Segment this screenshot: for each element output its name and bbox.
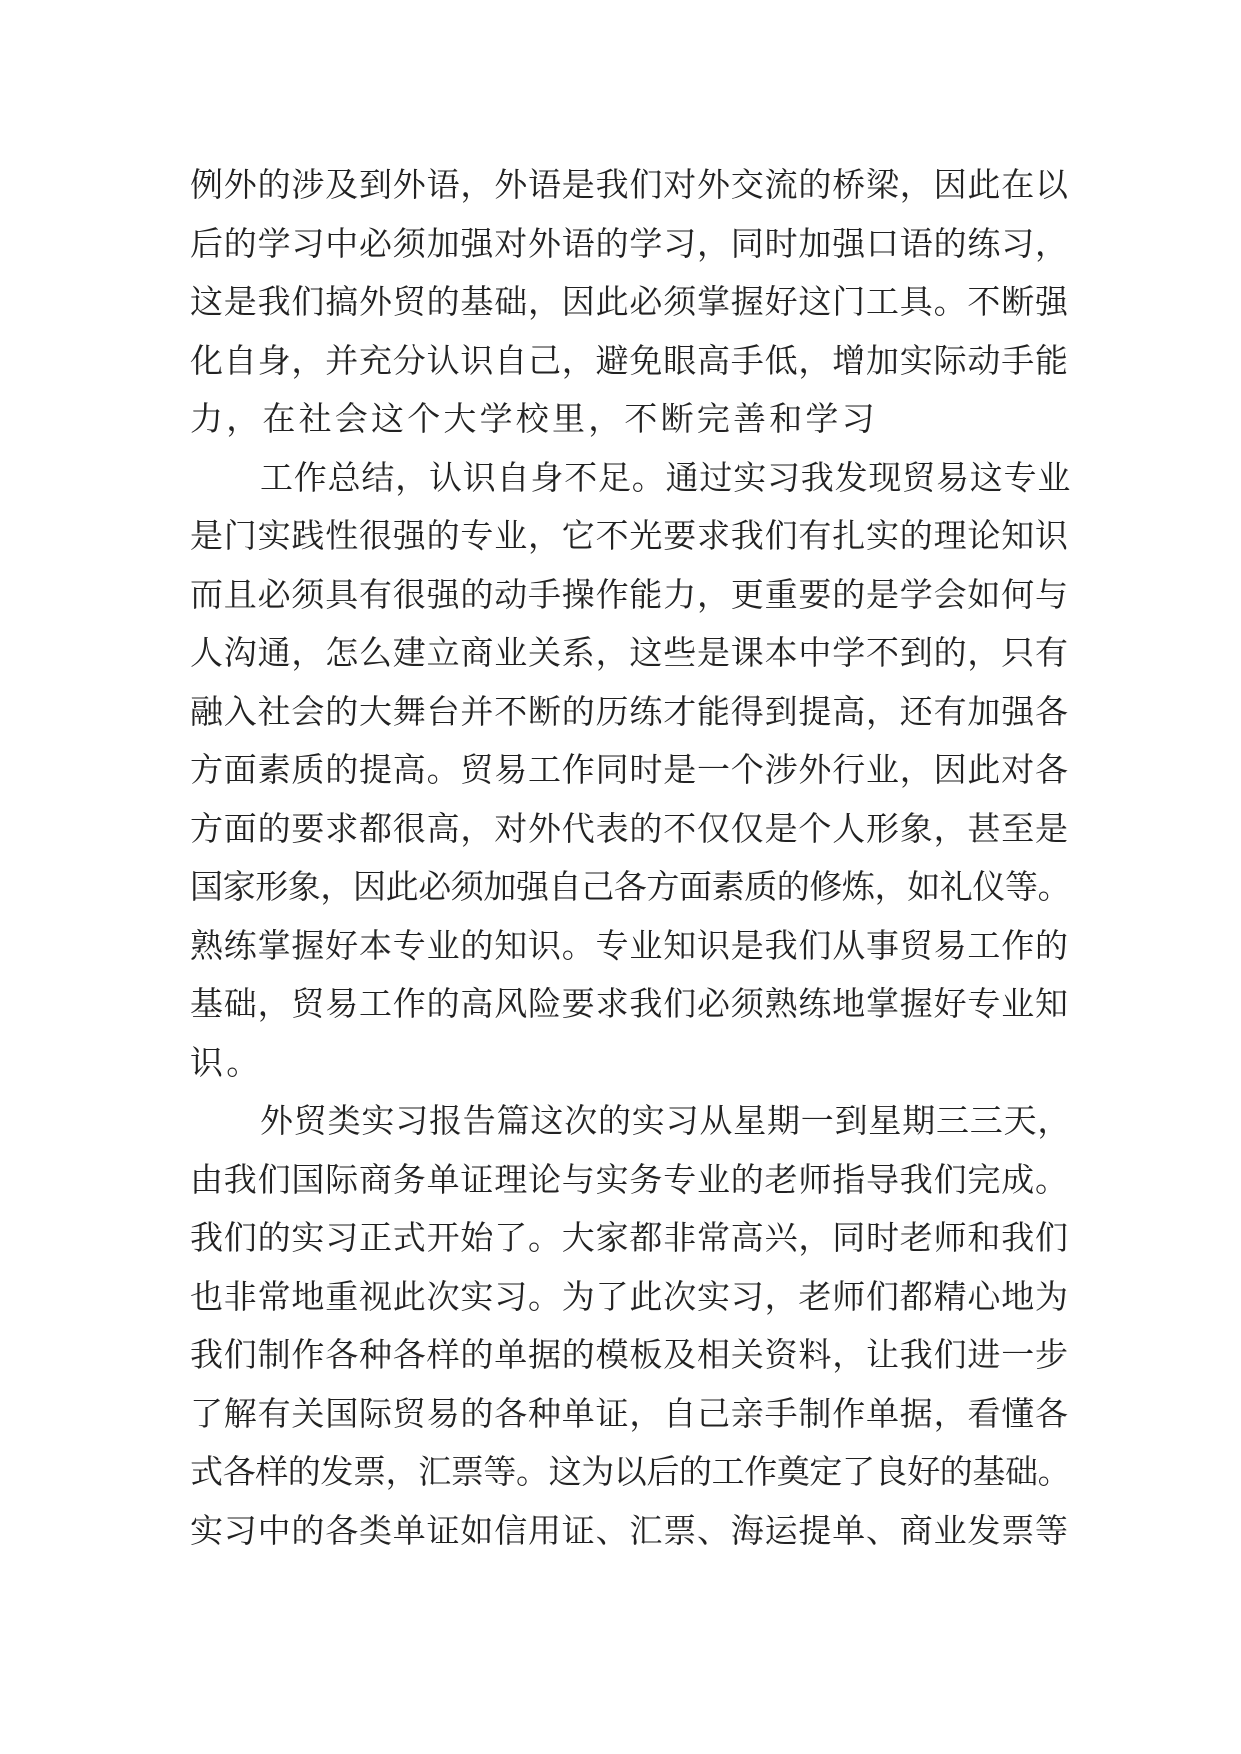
text-line: 方面的要求都很高，对外代表的不仅仅是个人形象，甚至是 xyxy=(190,808,1069,848)
text-line: 人沟通，怎么建立商业关系，这些是课本中学不到的，只有 xyxy=(190,633,1069,672)
text-line: 方面素质的提高。贸易工作同时是一个涉外行业，因此对各 xyxy=(190,750,1069,789)
text-line: 化自身，并充分认识自己，避免眼高手低，增加实际动手能 xyxy=(190,340,1069,380)
text-line: 实习中的各类单证如信用证、汇票、海运提单、商业发票等 xyxy=(190,1510,1069,1550)
text-line: 例外的涉及到外语，外语是我们对外交流的桥梁，因此在以 xyxy=(190,165,1069,204)
text-line: 国家形象，因此必须加强自己各方面素质的修炼，如礼仪等。 xyxy=(190,867,1071,906)
text-line: 熟练掌握好本专业的知识。专业知识是我们从事贸易工作的 xyxy=(190,925,1069,965)
text-line: 也非常地重视此次实习。为了此次实习，老师们都精心地为 xyxy=(190,1276,1069,1316)
paragraph-first-line: 外贸类实习报告篇这次的实习从星期一到星期三三天， xyxy=(260,1101,1072,1140)
text-line: 而且必须具有很强的动手操作能力，更重要的是学会如何与 xyxy=(190,574,1069,614)
text-line: 力，在社会这个大学校里，不断完善和学习 xyxy=(190,399,878,438)
text-line: 基础，贸易工作的高风险要求我们必须熟练地掌握好专业知 xyxy=(190,984,1069,1023)
text-line: 了解有关国际贸易的各种单证，自己亲手制作单据，看懂各 xyxy=(190,1393,1069,1433)
text-line: 式各样的发票，汇票等。这为以后的工作奠定了良好的基础。 xyxy=(190,1452,1071,1491)
text-line: 识。 xyxy=(190,1042,263,1082)
text-line: 我们制作各种各样的单据的模板及相关资料，让我们进一步 xyxy=(190,1335,1069,1374)
text-line: 我们的实习正式开始了。大家都非常高兴，同时老师和我们 xyxy=(190,1218,1069,1257)
text-line: 这是我们搞外贸的基础，因此必须掌握好这门工具。不断强 xyxy=(190,282,1069,321)
text-line: 后的学习中必须加强对外语的学习，同时加强口语的练习， xyxy=(190,223,1069,263)
text-line: 由我们国际商务单证理论与实务专业的老师指导我们完成。 xyxy=(190,1159,1069,1199)
text-line: 融入社会的大舞台并不断的历练才能得到提高，还有加强各 xyxy=(190,691,1069,731)
body-text xyxy=(190,156,1070,1560)
text-line: 是门实践性很强的专业，它不光要求我们有扎实的理论知识 xyxy=(190,516,1069,555)
paragraph-first-line: 工作总结，认识自身不足。通过实习我发现贸易这专业 xyxy=(260,457,1072,497)
